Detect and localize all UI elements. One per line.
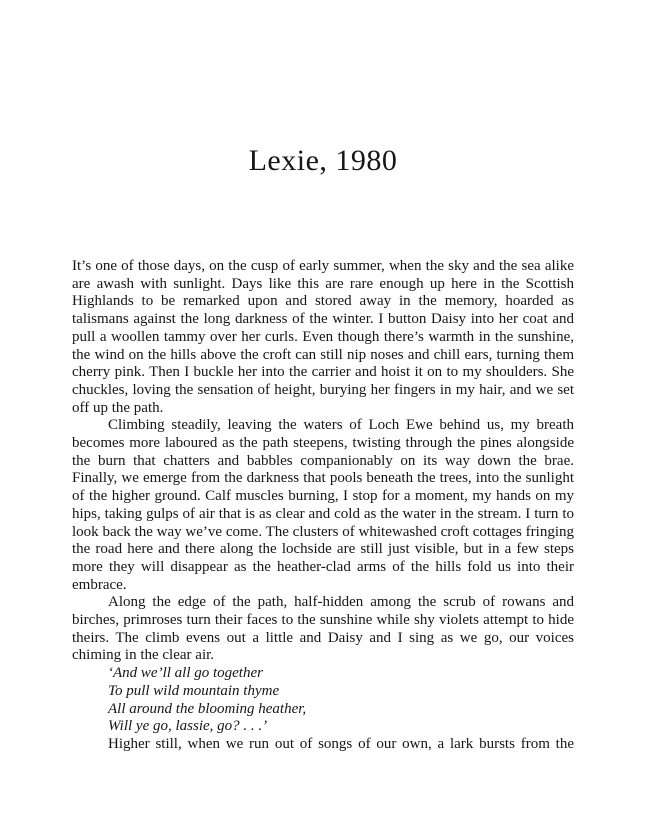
chapter-title: Lexie, 1980 (248, 144, 398, 177)
verse-line-4: Will ye go, lassie, go? . . .’ (108, 718, 268, 735)
verse-line-3: All around the blooming heather, (108, 700, 307, 717)
paragraph-higher-still: Higher still, when we run out of songs of our own, a lark bursts from the (108, 735, 574, 752)
verse-line-1: ‘And we’ll all go together (108, 665, 263, 682)
body-text (72, 258, 574, 754)
paragraph-opening: It’s one of those days, on the cusp of early summer, when the sky and the sea alike are awash with sunlight. Days like this are rare enough up here in the Scottish Highlands to be remarked upon and stored away in the memory, hoarded as talismans against the long darkness of the winter. I button Daisy into her coat and pull a woollen tammy over her curls. Even though there’s warmth in the sunshine, the wind on the hills above the croft can still nip noses and chill ears, turning them cherry pink. Then I buckle her into the carrier and hoist it on to my shoulders. She chuckles, loving the sensation of height, burying her fingers in my hair, and we set off up the path. (72, 258, 574, 416)
paragraph-climbing: Climbing steadily, leaving the waters of Loch Ewe behind us, my breath becomes more laboured as the path steepens, twisting through the pines alongside the burn that chatters and babbles companionably on its way down the brae. Finally, we emerge from the darkness that pools beneath the trees, into the sunlight of the higher ground. Calf muscles burning, I stop for a moment, my hands on my hips, taking gulps of air that is as clear and cold as the water in the stream. I turn to look back the way we’ve come. The clusters of whitewashed croft cottages fringing the road here and there along the lochside are still just visible, but in a few steps more they will disappear as the heather-clad arms of the hills fold us into their embrace. (72, 417, 574, 593)
paragraph-along-path: Along the edge of the path, half-hidden among the scrub of rowans and birches, primroses turn their faces to the sunshine while shy violets attempt to hide theirs. The climb evens out a little and Daisy and I sing as we go, our voices chiming in the clear air. (72, 594, 574, 664)
verse-line-2: To pull wild mountain thyme (108, 682, 280, 699)
song-verse (108, 665, 574, 736)
